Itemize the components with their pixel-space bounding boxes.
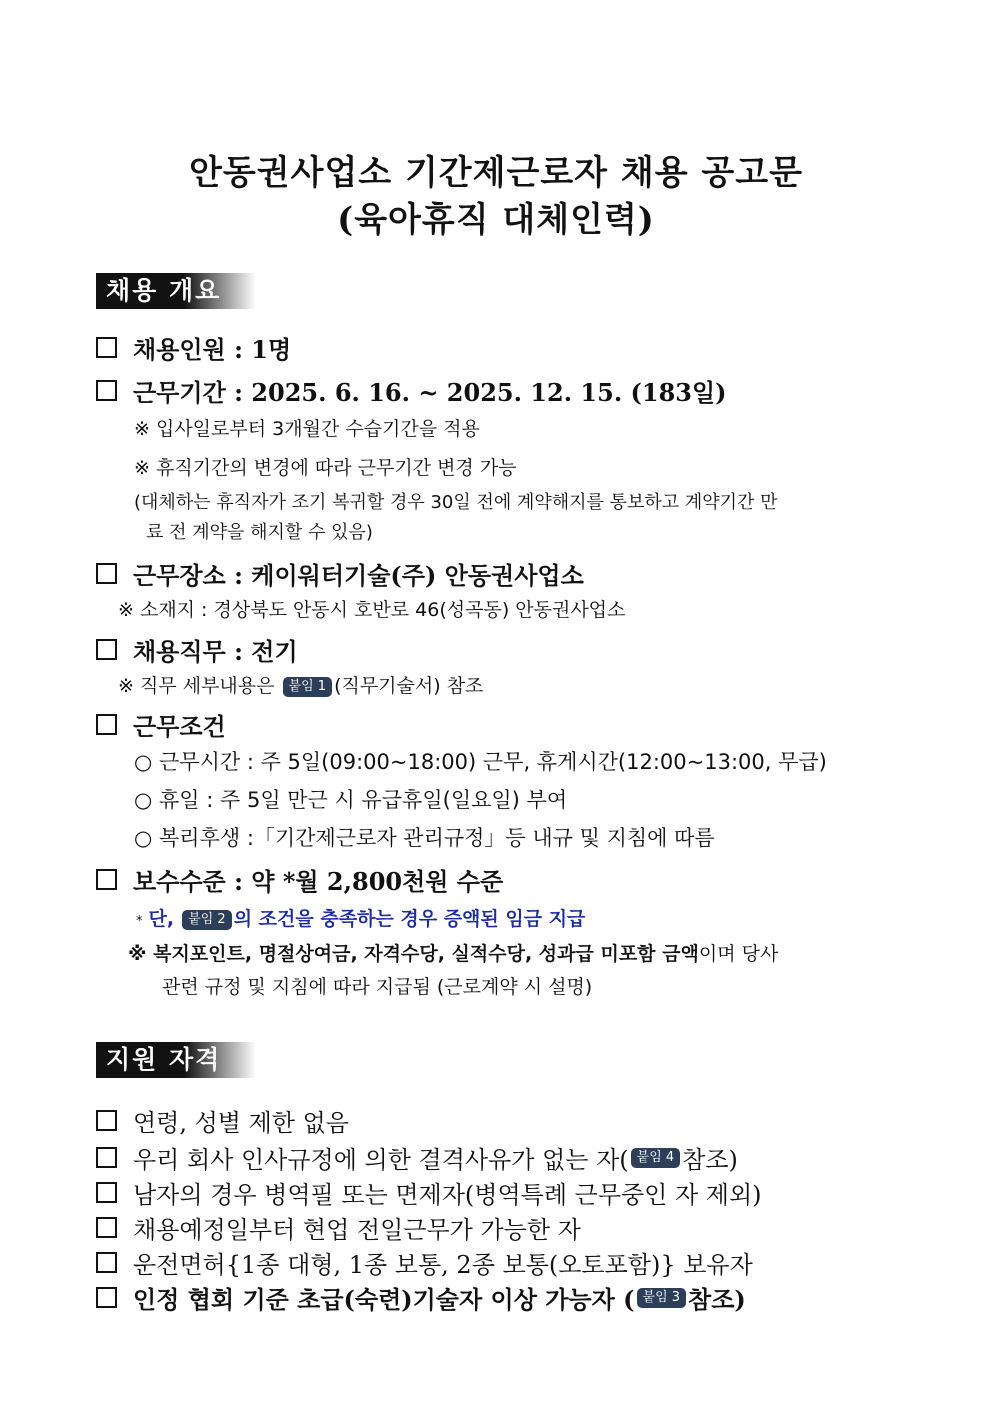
qualification-technician <box>96 1280 746 1315</box>
qualification-military-text: 남자의 경우 병역필 또는 면제자(병역특례 근무중인 자 제외) <box>133 1181 762 1209</box>
section-header-qualifications: 지원 자격 <box>96 1042 256 1078</box>
attachment-badge-4: 붙임 4 <box>631 1148 681 1168</box>
conditions-text: 근무조건 <box>133 712 226 741</box>
location-note: ※ 소재지 : 경상북도 안동시 호반로 46(성곡동) 안동권사업소 <box>118 599 626 621</box>
job-note <box>118 671 483 698</box>
qualification-disqualification <box>96 1140 738 1175</box>
pay-note-post: 의 조건을 충족하는 경우 증액된 임금 지급 <box>233 908 586 930</box>
job-item <box>96 632 298 667</box>
pay-note-increase <box>136 904 585 931</box>
qualification-disq-post: 참조) <box>682 1146 738 1174</box>
checkbox-icon <box>96 563 117 584</box>
qualification-license-text: 운전면허{1종 대형, 1종 보통, 2종 보통(오토포함)} 보유자 <box>133 1251 753 1279</box>
period-note-termination-1: (대체하는 휴직자가 조기 복귀할 경우 30일 전에 계약해지를 통보하고 계약기간 만 <box>134 492 778 513</box>
checkbox-icon <box>96 1217 117 1238</box>
condition-welfare: ○ 복리후생 :「기간제근로자 관리규정」등 내규 및 지침에 따름 <box>134 826 715 850</box>
location-text: 근무장소 : 케이워터기술(주) 안동권사업소 <box>133 561 584 590</box>
checkbox-icon <box>96 337 117 358</box>
period-note-termination-2: 료 전 계약을 해지할 수 있음) <box>146 522 373 543</box>
checkbox-icon <box>96 869 117 890</box>
document-title: 안동권사업소 기간제근로자 채용 공고문 <box>189 153 803 193</box>
document-subtitle: (육아휴직 대체인력) <box>337 200 655 240</box>
condition-hours: ○ 근무시간 : 주 5일(09:00~18:00) 근무, 휴게시간(12:00~13:00, 무급) <box>134 750 827 774</box>
job-text: 채용직무 : 전기 <box>133 637 298 666</box>
checkbox-icon <box>96 639 117 660</box>
pay-text: 보수수준 : 약 *월 2,800천원 수준 <box>133 867 504 896</box>
checkbox-icon <box>96 1110 117 1131</box>
job-note-pre: ※ 직무 세부내용은 <box>118 675 275 697</box>
pay-note-exclusions-line2: 관련 규정 및 지침에 따라 지급됨 (근로계약 시 설명) <box>162 976 593 998</box>
checkbox-icon <box>96 1287 117 1308</box>
location-item <box>96 556 584 591</box>
qualification-tech-post: 참조) <box>688 1285 746 1314</box>
qualification-disq-pre: 우리 회사 인사규정에 의한 결격사유가 없는 자( <box>133 1146 629 1174</box>
pay-note-exclusions <box>128 939 778 966</box>
qualification-license <box>96 1245 753 1280</box>
qualification-age-text: 연령, 성별 제한 없음 <box>133 1109 349 1137</box>
period-text: 근무기간 : 2025. 6. 16. ~ 2025. 12. 15. (183일) <box>133 378 727 407</box>
qualification-fulltime-text: 채용예정일부터 현업 전일근무가 가능한 자 <box>133 1216 581 1244</box>
qualification-fulltime <box>96 1210 581 1245</box>
checkbox-icon <box>96 1252 117 1273</box>
section-header-overview: 채용 개요 <box>96 273 256 309</box>
checkbox-icon <box>96 714 117 735</box>
checkbox-icon <box>96 1147 117 1168</box>
period-item <box>96 373 727 408</box>
checkbox-icon <box>96 1182 117 1203</box>
pay-star: * <box>136 914 143 929</box>
conditions-item <box>96 707 226 742</box>
headcount-item <box>96 330 291 365</box>
attachment-badge-1: 붙임 1 <box>283 677 333 697</box>
qualification-military <box>96 1175 762 1210</box>
period-note-probation: ※ 입사일로부터 3개월간 수습기간을 적용 <box>134 418 480 440</box>
pay-note-pre: 단, <box>148 908 175 930</box>
period-note-change: ※ 휴직기간의 변경에 따라 근무기간 변경 가능 <box>134 457 517 479</box>
attachment-badge-3: 붙임 3 <box>637 1288 687 1308</box>
qualification-tech-pre: 인정 협회 기준 초급(숙련)기술자 이상 가능자 ( <box>133 1285 635 1314</box>
condition-holidays: ○ 휴일 : 주 5일 만근 시 유급휴일(일요일) 부여 <box>134 788 568 812</box>
checkbox-icon <box>96 380 117 401</box>
pay-item <box>96 862 503 897</box>
attachment-badge-2: 붙임 2 <box>182 910 232 930</box>
headcount-text: 채용인원 : 1명 <box>133 335 292 364</box>
qualification-age <box>96 1103 349 1138</box>
pay-note-exclusions-bold: ※ 복지포인트, 명절상여금, 자격수당, 실적수당, 성과급 미포함 금액 <box>128 943 699 965</box>
job-note-post: (직무기술서) 참조 <box>334 675 484 697</box>
pay-note-exclusions-rest: 이며 당사 <box>698 943 779 965</box>
